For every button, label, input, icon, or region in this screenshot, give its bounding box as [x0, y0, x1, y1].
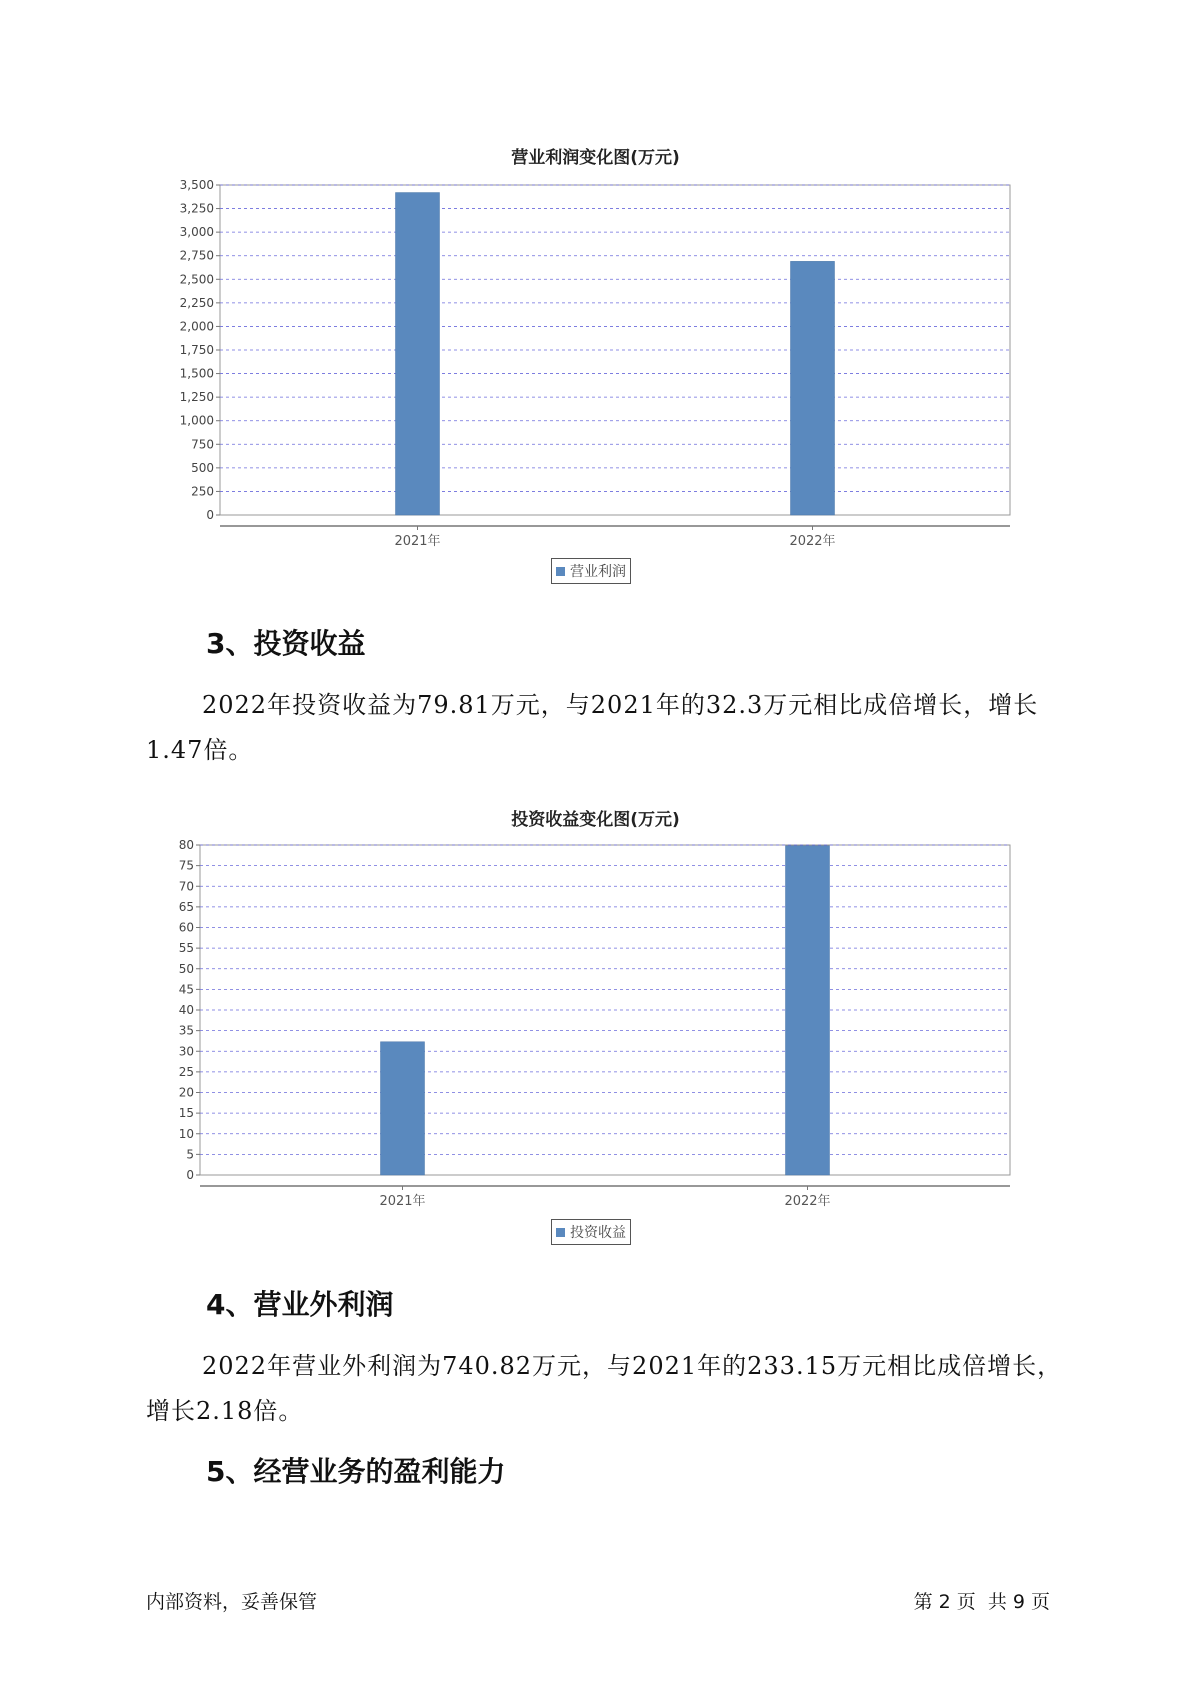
- y-tick-label: 80: [178, 840, 194, 852]
- y-tick-label: 45: [178, 982, 194, 997]
- y-tick-label: 5: [186, 1147, 194, 1162]
- investment-income-chart: [0, 840, 1191, 1210]
- y-tick-label: 3,500: [179, 180, 214, 192]
- y-tick-label: 65: [178, 899, 194, 914]
- y-tick-label: 3,250: [179, 201, 214, 216]
- section-3-heading: 3、投资收益: [206, 627, 366, 660]
- y-tick-label: 2,250: [179, 295, 214, 310]
- y-tick-label: 500: [191, 460, 214, 475]
- section-4-heading: 4、营业外利润: [206, 1288, 394, 1321]
- bar-2022年: [786, 846, 830, 1175]
- chart1-legend-label: 营业利润: [570, 564, 626, 580]
- bar-2021年: [396, 193, 440, 515]
- legend-swatch-icon: [556, 1228, 565, 1237]
- x-tick-label: 2022年: [784, 1194, 831, 1209]
- plot-area: [220, 185, 1010, 515]
- y-tick-label: 25: [178, 1064, 194, 1079]
- bar-2022年: [791, 261, 835, 515]
- y-tick-label: 1,000: [179, 413, 214, 428]
- y-tick-label: 0: [186, 1168, 194, 1182]
- y-tick-label: 2,750: [179, 248, 214, 263]
- chart1-legend: [551, 558, 631, 584]
- y-tick-label: 2,000: [179, 319, 214, 334]
- y-tick-label: 0: [206, 508, 214, 522]
- y-tick-label: 75: [178, 858, 194, 873]
- legend-swatch-icon: [556, 567, 565, 576]
- bar-2021年: [381, 1042, 425, 1175]
- y-tick-label: 40: [178, 1003, 194, 1017]
- y-tick-label: 35: [178, 1023, 194, 1038]
- y-tick-label: 1,750: [179, 343, 214, 357]
- y-tick-label: 70: [178, 879, 194, 894]
- operating-profit-chart: [0, 180, 1191, 550]
- y-tick-label: 60: [178, 920, 194, 935]
- y-tick-label: 10: [178, 1126, 194, 1141]
- x-tick-label: 2021年: [394, 534, 441, 549]
- footer-confidential-note: 内部资料，妥善保管: [146, 1591, 318, 1613]
- y-tick-label: 1,500: [179, 366, 214, 381]
- section-3-paragraph: 2022年投资收益为79.81万元，与2021年的32.3万元相比成倍增长，增长1.47倍。: [146, 691, 1039, 764]
- section-4-paragraph: 2022年营业外利润为740.82万元，与2021年的233.15万元相比成倍增长，增长2.18倍。: [146, 1352, 1063, 1425]
- x-tick-label: 2021年: [379, 1194, 426, 1209]
- chart2-title: 投资收益变化图(万元): [511, 810, 680, 830]
- y-tick-label: 50: [178, 961, 194, 976]
- chart1-title: 营业利润变化图(万元): [511, 148, 680, 168]
- y-tick-label: 30: [178, 1044, 194, 1059]
- x-tick-label: 2022年: [789, 534, 836, 549]
- chart2-legend: [551, 1219, 631, 1245]
- y-tick-label: 250: [191, 484, 214, 499]
- y-tick-label: 55: [178, 941, 194, 956]
- y-tick-label: 750: [191, 437, 214, 452]
- y-tick-label: 20: [178, 1085, 194, 1100]
- section-5-heading: 5、经营业务的盈利能力: [206, 1455, 506, 1488]
- y-tick-label: 15: [178, 1106, 194, 1121]
- chart2-legend-label: 投资收益: [570, 1225, 626, 1241]
- y-tick-label: 3,000: [179, 225, 214, 240]
- y-tick-label: 2,500: [179, 272, 214, 287]
- footer-page-number: 第 2 页 共 9 页: [913, 1591, 1050, 1613]
- y-tick-label: 1,250: [179, 390, 214, 405]
